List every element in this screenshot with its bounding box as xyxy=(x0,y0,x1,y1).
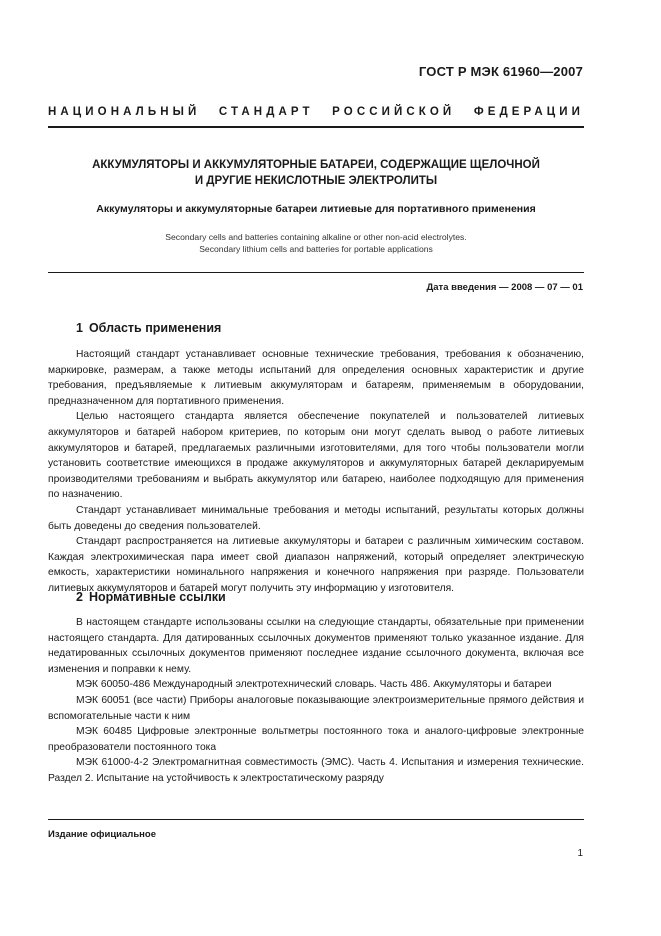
section-title: Область применения xyxy=(88,321,222,335)
national-title-word: РОССИЙСКОЙ xyxy=(332,106,456,118)
footer-divider xyxy=(48,819,584,820)
national-standard-title xyxy=(48,106,584,118)
reference-item: МЭК 61000-4-2 Электромагнитная совместимость (ЭМС). Часть 4. Испытания и измерения технические. Раздел 2. Испытание на устойчивость к электростатическому разряду xyxy=(48,757,584,784)
section-title: Нормативные ссылки xyxy=(88,590,226,604)
introduction-date: Дата введения — 2008 — 07 — 01 xyxy=(426,282,583,293)
reference-item: МЭК 60485 Цифровые электронные вольтметры постоянного тока и аналого-цифровые электронные преобразователи постоянного тока xyxy=(48,726,584,753)
english-title-line-1: Secondary cells and batteries containing alkaline or other non-acid electrolytes. xyxy=(165,232,467,242)
national-title-word: СТАНДАРТ xyxy=(218,106,314,118)
document-title xyxy=(48,157,584,189)
title-divider xyxy=(48,272,584,273)
title-line-2: И ДРУГИЕ НЕКИСЛОТНЫЕ ЭЛЕКТРОЛИТЫ xyxy=(194,175,438,187)
edition-label: Издание официальное xyxy=(48,829,156,840)
section-1-heading xyxy=(76,321,221,335)
paragraph: В настоящем стандарте использованы ссылки на следующие стандарты, обязательные при применении настоящего стандарта. Для датированных ссылочных документов применяют только указанное издание. Для недатированных ссылочных документов применяют последнее издание ссылочного документа, включая все изменения и поправки к нему. xyxy=(48,617,584,675)
english-title xyxy=(48,231,584,255)
page-number: 1 xyxy=(577,848,583,859)
reference-item: МЭК 60051 (все части) Приборы аналоговые показывающие электроизмерительные прямого действия и вспомогательные части к ним xyxy=(48,694,584,722)
section-1-body xyxy=(48,347,584,597)
paragraph: Целью настоящего стандарта является обеспечение покупателей и пользователей литиевых аккумуляторов и батарей набором критериев, по которым они могут сделать вывод о работе литиевых аккумуляторов и батарей, предлагаемых различными изготовителями, для того чтобы пользователи могли установить соответствие имеющихся в продаже аккумуляторов и аккумуляторных батарей декларируемым производителями требованиям и выбрать аккумулятор или батарею, наиболее подходящую для применения по назначению. xyxy=(48,411,584,501)
reference-item: МЭК 60050-486 Международный электротехнический словарь. Часть 486. Аккумуляторы и батареи xyxy=(76,679,552,691)
national-title-word: ФЕДЕРАЦИИ xyxy=(473,106,584,118)
title-line-1: АККУМУЛЯТОРЫ И АККУМУЛЯТОРНЫЕ БАТАРЕИ, СОДЕРЖАЩИЕ ЩЕЛОЧНОЙ xyxy=(92,159,540,171)
document-code: ГОСТ Р МЭК 61960—2007 xyxy=(418,64,583,79)
paragraph: Стандарт устанавливает минимальные требования и методы испытаний, результаты которых должны быть доведены до сведения пользователей. xyxy=(48,504,584,532)
section-2-body xyxy=(48,615,584,787)
document-subtitle: Аккумуляторы и аккумуляторные батареи литиевые для портативного применения xyxy=(96,203,536,215)
paragraph: Стандарт распространяется на литиевые аккумуляторы и батареи с различным химическим составом. Каждая электрохимическая пара имеет свой диапазон напряжений, который определяет электрическую емкость, характеристики номинального напряжения и конечного напряжения при разряде. Пользователи литиевых аккумуляторов и батарей могут получить эту информацию у изготовителя. xyxy=(48,536,584,594)
english-title-line-2: Secondary lithium cells and batteries for portable applications xyxy=(199,244,433,254)
paragraph: Настоящий стандарт устанавливает основные технические требования, требования к обозначению, маркировке, размерам, а также методы испытаний для определения основных характеристик и другие требования, предъявляемые к литиевым аккумуляторам и батареям, применяемым в оборудовании, предназначенном для портативного применения. xyxy=(48,349,584,407)
section-2-heading xyxy=(76,590,226,604)
header-divider xyxy=(48,126,584,128)
national-title-word: НАЦИОНАЛЬНЫЙ xyxy=(48,106,201,118)
section-number: 2 xyxy=(76,590,83,604)
section-number: 1 xyxy=(76,321,83,335)
